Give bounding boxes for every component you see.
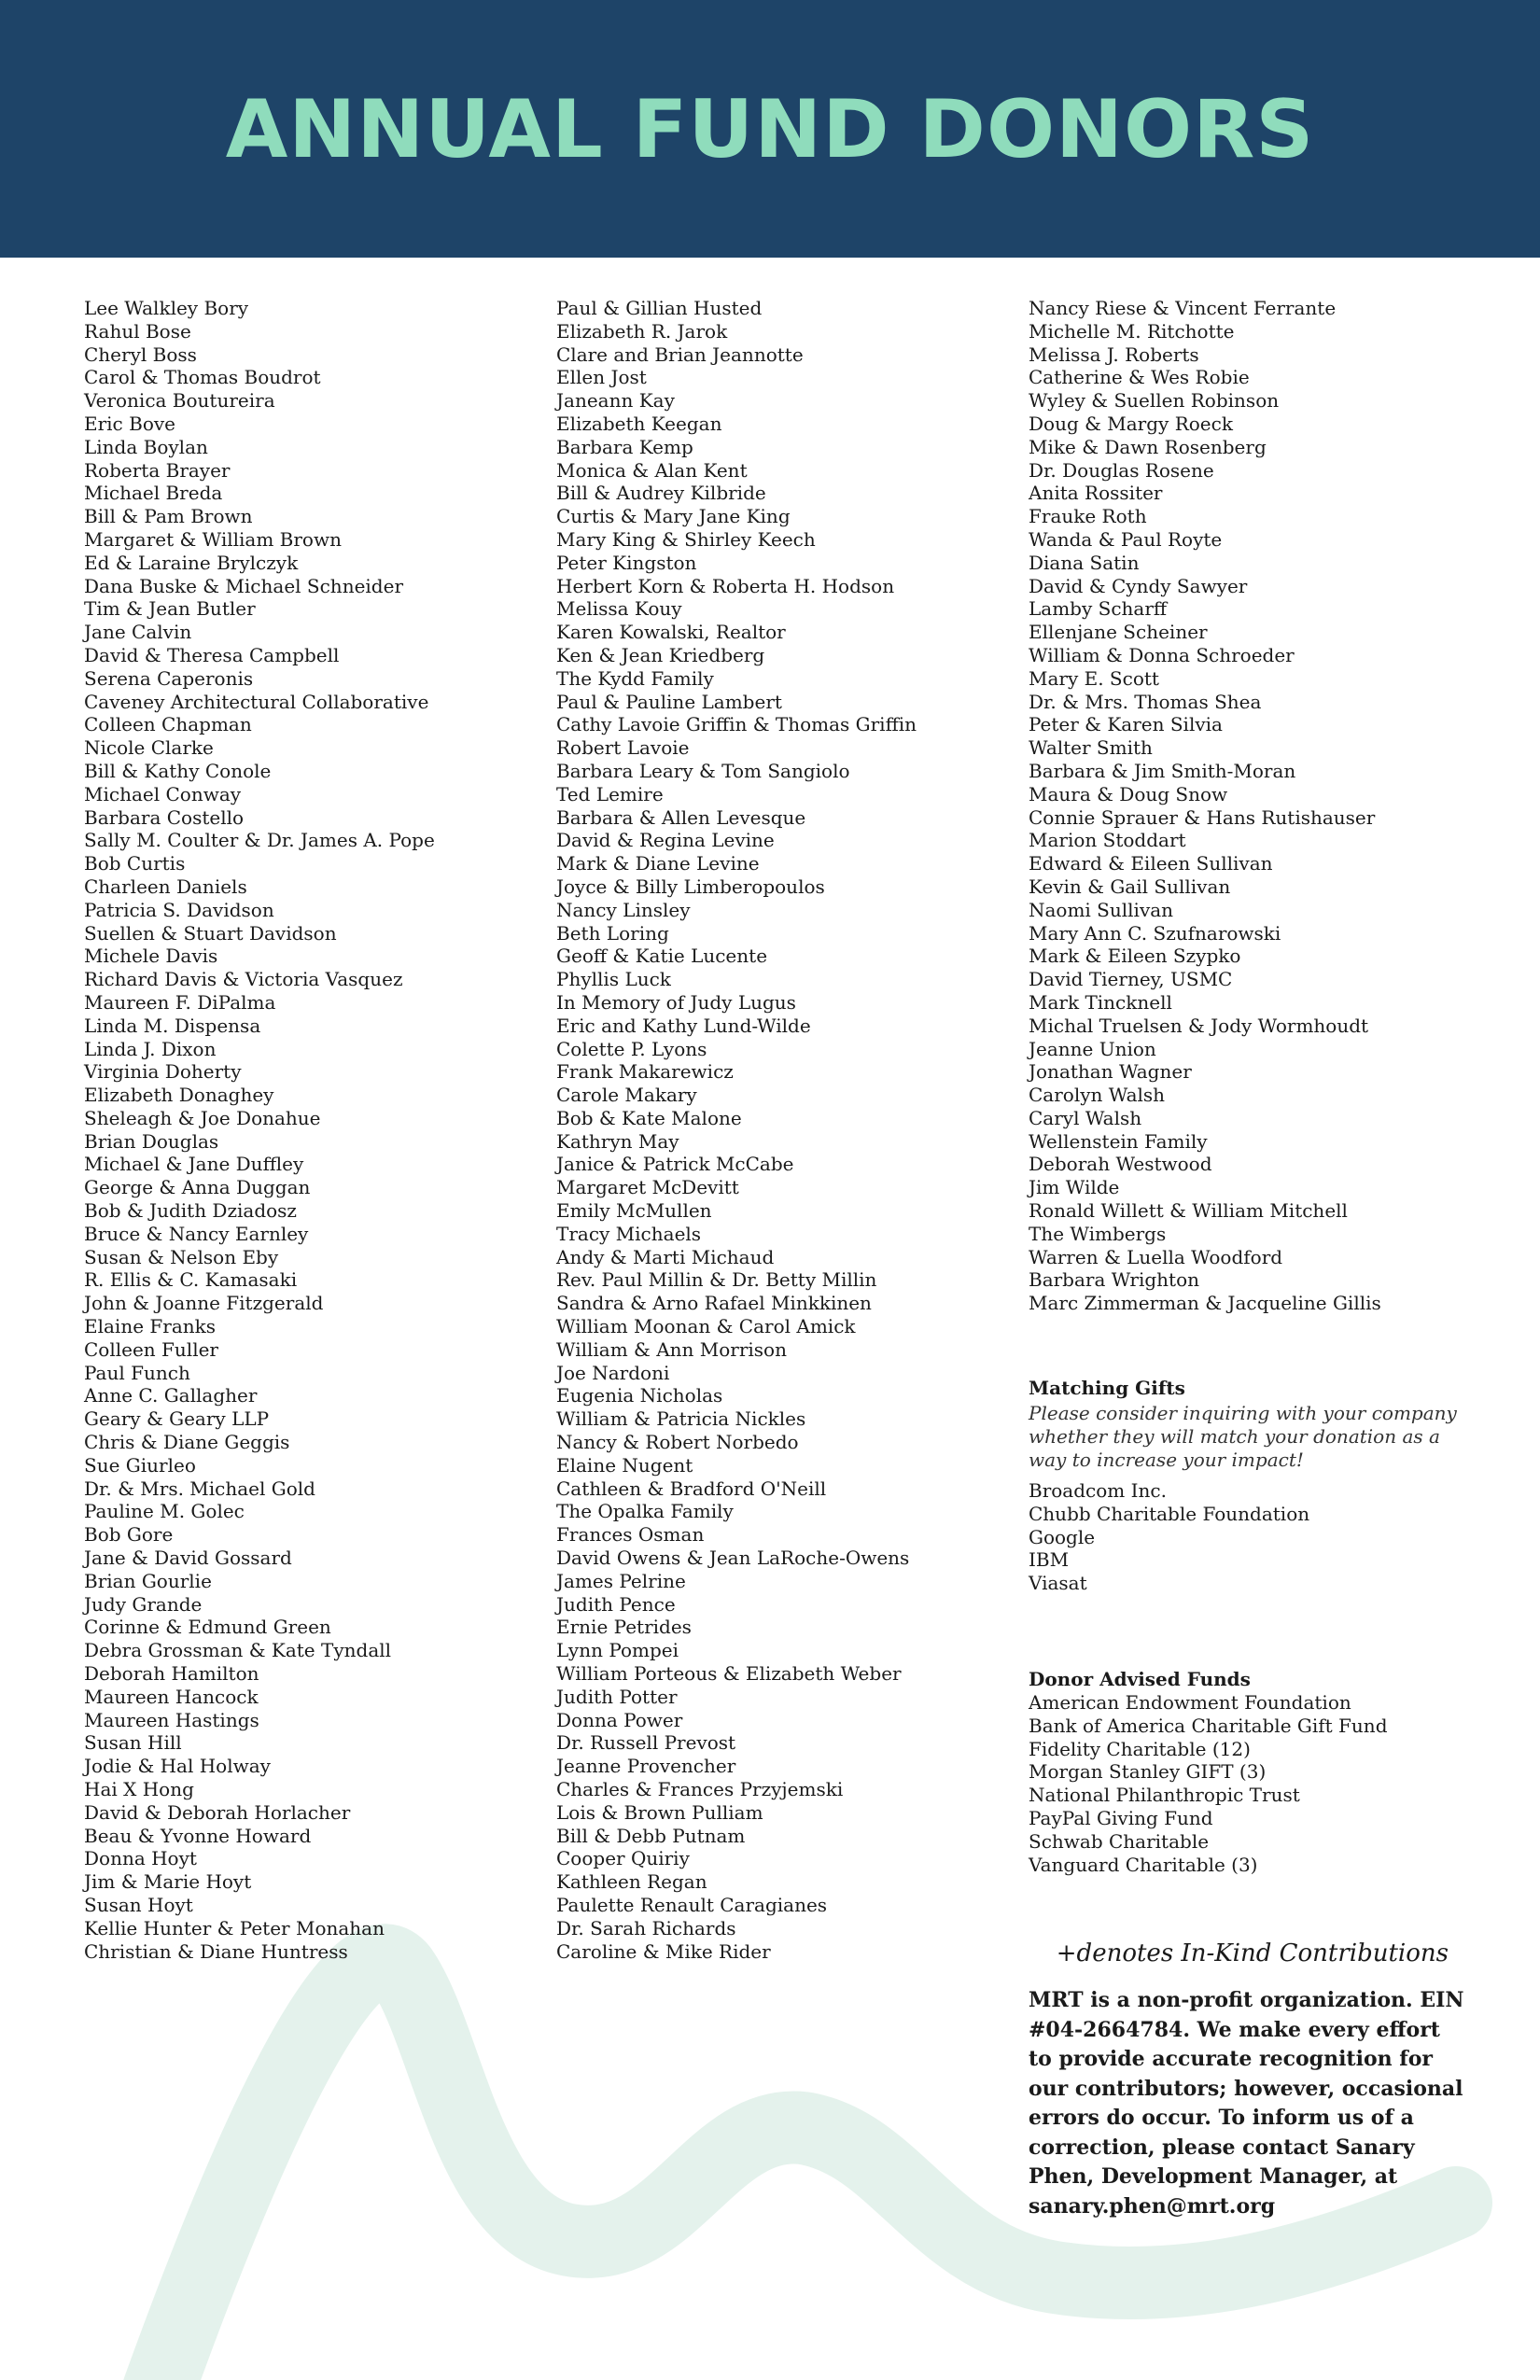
donor-name: Colette P. Lyons	[556, 1037, 707, 1060]
donor-name: Sheleagh & Joe Donahue	[84, 1106, 321, 1129]
donor-name: Nancy Riese & Vincent Ferrante	[1029, 297, 1337, 319]
company-name: Chubb Charitable Foundation	[1029, 1502, 1310, 1525]
donor-name: Margaret McDevitt	[556, 1176, 739, 1199]
donor-name: Sue Giurleo	[84, 1453, 196, 1477]
disclaimer-text: MRT is a non-profit organization. EIN #04-2664784. We make every effort to provide accurate recognition for our contributors; however, occasional errors do occur. To inform us of a correction, please contact Sanary Phen, Development Manager, at sanary.phen@mrt.org	[1029, 1988, 1464, 2219]
fund-name: Vanguard Charitable (3)	[1029, 1853, 1258, 1876]
donor-name: Cooper Quiriy	[556, 1847, 690, 1870]
donor-name: Elaine Nugent	[556, 1453, 693, 1477]
donor-name: Geoff & Katie Lucente	[556, 945, 768, 968]
donor-name: Diana Satin	[1029, 551, 1140, 574]
donor-advised-funds-section	[1029, 1667, 1467, 1876]
donor-name: Kathleen Regan	[556, 1870, 707, 1894]
donor-name: Mary Ann C. Szufnarowski	[1029, 921, 1281, 945]
donor-name: Kathryn May	[556, 1129, 679, 1153]
donor-name: George & Anna Duggan	[84, 1176, 311, 1199]
donor-name: William Porteous & Elizabeth Weber	[556, 1662, 902, 1686]
donor-name: Jim Wilde	[1029, 1176, 1120, 1199]
donor-name: Robert Lavoie	[556, 736, 690, 760]
donor-name: Veronica Boutureira	[84, 389, 275, 413]
donor-name: Melissa J. Roberts	[1029, 343, 1199, 366]
donor-name: Carole Makary	[556, 1084, 697, 1107]
donor-name: Clare and Brian Jeannotte	[556, 343, 804, 366]
donor-name: Nancy Linsley	[556, 898, 691, 921]
donor-name: James Pelrine	[556, 1569, 686, 1592]
donor-name: Bill & Kathy Conole	[84, 759, 272, 782]
matching-gifts-heading: Matching Gifts	[1029, 1377, 1185, 1399]
donor-name: Colleen Chapman	[84, 713, 252, 736]
donor-name: Mark Tincknell	[1029, 990, 1172, 1014]
donor-name: Linda J. Dixon	[84, 1037, 217, 1060]
donor-name: Judith Pence	[556, 1592, 676, 1616]
donor-name: Patricia S. Davidson	[84, 898, 274, 921]
donor-name: Colleen Fuller	[84, 1337, 218, 1361]
donor-name: Donna Hoyt	[84, 1847, 197, 1870]
donor-name: Debra Grossman & Kate Tyndall	[84, 1639, 392, 1662]
donor-name: Beth Loring	[556, 921, 669, 945]
inkind-note: +denotes In-Kind Contributions	[1056, 1939, 1449, 1967]
donor-name: Rahul Bose	[84, 319, 191, 343]
donor-name: Bill & Audrey Kilbride	[556, 482, 766, 505]
donor-name: The Opalka Family	[556, 1500, 734, 1523]
donor-name: Caryl Walsh	[1029, 1106, 1142, 1129]
donor-name: Richard Davis & Victoria Vasquez	[84, 968, 403, 991]
donor-name: Joyce & Billy Limberopoulos	[556, 875, 825, 898]
donor-name: Chris & Diane Geggis	[84, 1431, 290, 1454]
donor-name: Bob & Kate Malone	[556, 1106, 742, 1129]
page-title: ANNUAL FUND DONORS	[225, 83, 1315, 176]
fund-name: American Endowment Foundation	[1029, 1691, 1351, 1714]
donor-name: Donna Power	[556, 1708, 683, 1731]
donor-name: Marion Stoddart	[1029, 829, 1186, 852]
fund-name: Fidelity Charitable (12)	[1029, 1737, 1251, 1760]
donor-name: Ernie Petrides	[556, 1616, 692, 1639]
donor-name: Michal Truelsen & Jody Wormhoudt	[1029, 1014, 1369, 1037]
donor-name: William & Ann Morrison	[556, 1337, 787, 1361]
donor-name: In Memory of Judy Lugus	[556, 990, 796, 1014]
donor-name: Bob Gore	[84, 1523, 174, 1547]
donor-name: Deborah Hamilton	[84, 1662, 259, 1686]
donor-name: Wyley & Suellen Robinson	[1029, 389, 1280, 413]
donor-name: Brian Douglas	[84, 1129, 219, 1153]
donor-name: Beau & Yvonne Howard	[84, 1824, 312, 1847]
donor-name: Herbert Korn & Roberta H. Hodson	[556, 574, 895, 597]
donor-name: Brian Gourlie	[84, 1569, 212, 1592]
donor-name: Sandra & Arno Rafael Minkkinen	[556, 1292, 872, 1315]
donor-name: Charles & Frances Przyjemski	[556, 1778, 844, 1800]
donor-name: Elizabeth Keegan	[556, 412, 722, 435]
donor-name: Peter Kingston	[556, 551, 697, 574]
donor-name: Pauline M. Golec	[84, 1500, 245, 1523]
donor-name: Paul & Pauline Lambert	[556, 690, 782, 713]
matching-gifts-list	[1029, 1479, 1467, 1595]
donor-name: Cheryl Boss	[84, 343, 197, 366]
donor-name: Barbara Kemp	[556, 435, 693, 458]
donor-name: Jonathan Wagner	[1029, 1060, 1192, 1084]
donor-name: Sally M. Coulter & Dr. James A. Pope	[84, 829, 435, 852]
donor-name: Warren & Luella Woodford	[1029, 1245, 1283, 1268]
donor-name: Lee Walkley Bory	[84, 297, 249, 319]
donor-name: Maureen Hastings	[84, 1708, 259, 1731]
donor-name: David & Deborah Horlacher	[84, 1800, 351, 1824]
donor-name: Maureen F. DiPalma	[84, 990, 276, 1014]
donor-name: William & Donna Schroeder	[1029, 643, 1295, 666]
donor-name: Anita Rossiter	[1029, 482, 1163, 505]
company-name: Google	[1029, 1525, 1096, 1548]
donor-name: Carolyn Walsh	[1029, 1084, 1166, 1107]
donor-name: Virginia Doherty	[84, 1060, 242, 1084]
donor-column-3	[1029, 297, 1514, 1315]
donor-name: Michael Conway	[84, 782, 242, 805]
donor-name: Elizabeth R. Jarok	[556, 319, 728, 343]
donor-name: Hai X Hong	[84, 1778, 194, 1800]
donor-name: Judith Potter	[556, 1685, 678, 1708]
donor-name: Linda M. Dispensa	[84, 1014, 261, 1037]
donor-name: Jane Calvin	[84, 621, 192, 644]
donor-name: Susan & Nelson Eby	[84, 1245, 279, 1268]
donor-name: Walter Smith	[1029, 736, 1153, 760]
donor-name: Cathy Lavoie Griffin & Thomas Griffin	[556, 713, 917, 736]
donor-name: Susan Hill	[84, 1731, 182, 1755]
donor-name: Michelle M. Ritchotte	[1029, 319, 1235, 343]
donor-name: Frauke Roth	[1029, 505, 1147, 528]
donor-name: Carol & Thomas Boudrot	[84, 366, 321, 389]
donor-name: Elizabeth Donaghey	[84, 1084, 274, 1107]
donor-name: Roberta Brayer	[84, 458, 231, 482]
donor-name: Janice & Patrick McCabe	[556, 1153, 794, 1176]
donor-advised-funds-heading: Donor Advised Funds	[1029, 1668, 1251, 1690]
donor-name: Paulette Renault Caragianes	[556, 1893, 828, 1916]
donor-name: Doug & Margy Roeck	[1029, 412, 1233, 435]
donor-name: Rev. Paul Millin & Dr. Betty Millin	[556, 1268, 877, 1292]
donor-name: Karen Kowalski, Realtor	[556, 621, 786, 644]
donor-name: Elaine Franks	[84, 1315, 217, 1338]
company-name: IBM	[1029, 1548, 1070, 1572]
donor-name: Bob & Judith Dziadosz	[84, 1199, 297, 1223]
donor-name: Bill & Debb Putnam	[556, 1824, 746, 1847]
donor-name: Frances Osman	[556, 1523, 705, 1547]
donor-name: Jodie & Hal Holway	[84, 1755, 271, 1778]
donor-name: Dr. & Mrs. Thomas Shea	[1029, 690, 1262, 713]
donor-column-2	[556, 297, 1023, 1963]
donor-name: Catherine & Wes Robie	[1029, 366, 1250, 389]
donor-name: Barbara & Allen Levesque	[556, 805, 806, 829]
donor-name: Jim & Marie Hoyt	[84, 1870, 252, 1894]
donor-name: Corinne & Edmund Green	[84, 1616, 331, 1639]
donor-name: R. Ellis & C. Kamasaki	[84, 1268, 298, 1292]
donor-name: Eugenia Nicholas	[556, 1384, 723, 1407]
donor-name: Paul Funch	[84, 1361, 190, 1384]
donor-name: Kevin & Gail Sullivan	[1029, 875, 1231, 898]
donor-name: Jane & David Gossard	[84, 1547, 292, 1570]
donor-name: Emily McMullen	[556, 1199, 712, 1223]
fund-name: Morgan Stanley GIFT (3)	[1029, 1760, 1267, 1784]
donor-name: Jeanne Union	[1029, 1037, 1156, 1060]
fund-name: PayPal Giving Fund	[1029, 1806, 1213, 1829]
donor-name: David & Cyndy Sawyer	[1029, 574, 1248, 597]
fund-name: Bank of America Charitable Gift Fund	[1029, 1714, 1388, 1737]
donor-name: Maureen Hancock	[84, 1685, 259, 1708]
donor-name: Eric and Kathy Lund-Wilde	[556, 1014, 811, 1037]
donor-name: The Wimbergs	[1029, 1222, 1167, 1245]
donor-name: Kellie Hunter & Peter Monahan	[84, 1916, 385, 1939]
donor-name: Ted Lemire	[556, 782, 664, 805]
header-banner	[0, 0, 1540, 258]
donor-name: Jeanne Provencher	[556, 1755, 736, 1778]
donor-name: Nancy & Robert Norbedo	[556, 1431, 799, 1454]
donor-name: Barbara Leary & Tom Sangiolo	[556, 759, 850, 782]
donor-name: Linda Boylan	[84, 435, 208, 458]
donor-name: Caveney Architectural Collaborative	[84, 690, 429, 713]
donor-name: Christian & Diane Huntress	[84, 1939, 348, 1963]
donor-name: Nicole Clarke	[84, 736, 214, 760]
donor-name: Charleen Daniels	[84, 875, 247, 898]
donor-name: Bill & Pam Brown	[84, 505, 253, 528]
donor-name: Mary King & Shirley Keech	[556, 527, 816, 551]
donor-name: Barbara Costello	[84, 805, 245, 829]
donor-name: Phyllis Luck	[556, 968, 671, 991]
donor-name: Barbara Wrighton	[1029, 1268, 1200, 1292]
donor-name: Suellen & Stuart Davidson	[84, 921, 337, 945]
donor-name: Ken & Jean Kriedberg	[556, 643, 765, 666]
donor-name: Peter & Karen Silvia	[1029, 713, 1223, 736]
donor-name: Ronald Willett & William Mitchell	[1029, 1199, 1348, 1223]
donor-name: Dana Buske & Michael Schneider	[84, 574, 404, 597]
donor-name: Lois & Brown Pulliam	[556, 1800, 763, 1824]
donor-name: Caroline & Mike Rider	[556, 1939, 771, 1963]
donor-name: Curtis & Mary Jane King	[556, 505, 791, 528]
donor-name: Barbara & Jim Smith-Moran	[1029, 759, 1296, 782]
fund-name: Schwab Charitable	[1029, 1829, 1210, 1853]
company-name: Broadcom Inc.	[1029, 1479, 1167, 1502]
donor-name: Wellenstein Family	[1029, 1129, 1208, 1153]
donor-name: William Moonan & Carol Amick	[556, 1315, 856, 1338]
donor-name: Anne C. Gallagher	[84, 1384, 258, 1407]
donor-name: Lamby Scharff	[1029, 597, 1168, 621]
donor-name: John & Joanne Fitzgerald	[84, 1292, 324, 1315]
donor-name: Dr. Sarah Richards	[556, 1916, 736, 1939]
donor-name: Geary & Geary LLP	[84, 1407, 270, 1431]
donor-name: Bruce & Nancy Earnley	[84, 1222, 309, 1245]
donor-name: Cathleen & Bradford O'Neill	[556, 1477, 827, 1500]
matching-gifts-section	[1029, 1376, 1467, 1595]
donor-name: Wanda & Paul Royte	[1029, 527, 1223, 551]
donor-name: Michael Breda	[84, 482, 223, 505]
donor-name: Mary E. Scott	[1029, 666, 1159, 690]
donor-name: Mike & Dawn Rosenberg	[1029, 435, 1267, 458]
donor-name: Tracy Michaels	[556, 1222, 702, 1245]
donor-name: Michele Davis	[84, 945, 218, 968]
fund-name: National Philanthropic Trust	[1029, 1784, 1300, 1807]
donor-name: Joe Nardoni	[556, 1361, 670, 1384]
matching-gifts-note: Please consider inquiring with your company whether they will match your donation as a way to increase your impact!	[1029, 1402, 1457, 1471]
donor-name: Bob Curtis	[84, 852, 186, 875]
company-name: Viasat	[1029, 1572, 1087, 1595]
donor-name: The Kydd Family	[556, 666, 714, 690]
donor-name: Michael & Jane Duffley	[84, 1153, 304, 1176]
donor-name: Andy & Marti Michaud	[556, 1245, 775, 1268]
donor-advised-funds-list	[1029, 1691, 1467, 1876]
donor-name: David & Regina Levine	[556, 829, 775, 852]
donor-name: Dr. Russell Prevost	[556, 1731, 736, 1755]
donor-name: Melissa Kouy	[556, 597, 682, 621]
donor-name: Serena Caperonis	[84, 666, 254, 690]
donor-name: Connie Sprauer & Hans Rutishauser	[1029, 805, 1376, 829]
donor-name: Dr. Douglas Rosene	[1029, 458, 1214, 482]
donor-name: Mark & Eileen Szypko	[1029, 945, 1241, 968]
donor-name: Margaret & William Brown	[84, 527, 342, 551]
donor-name: Tim & Jean Butler	[84, 597, 256, 621]
donor-name: Susan Hoyt	[84, 1893, 193, 1916]
donor-name: Mark & Diane Levine	[556, 852, 760, 875]
donor-name: David Tierney, USMC	[1029, 968, 1233, 991]
donor-name: David & Theresa Campbell	[84, 643, 340, 666]
donor-name: Eric Bove	[84, 412, 175, 435]
donor-name: Naomi Sullivan	[1029, 898, 1174, 921]
donor-name: Paul & Gillian Husted	[556, 297, 763, 319]
donor-name: Marc Zimmerman & Jacqueline Gillis	[1029, 1292, 1381, 1315]
donor-name: Ed & Laraine Brylczyk	[84, 551, 299, 574]
donor-name: Dr. & Mrs. Michael Gold	[84, 1477, 315, 1500]
donor-name: Monica & Alan Kent	[556, 458, 748, 482]
donor-name: Janeann Kay	[556, 389, 675, 413]
donor-name: Deborah Westwood	[1029, 1153, 1212, 1176]
donor-column-1	[84, 297, 532, 1963]
donor-name: Lynn Pompei	[556, 1639, 679, 1662]
donor-name: Edward & Eileen Sullivan	[1029, 852, 1273, 875]
donor-name: Frank Makarewicz	[556, 1060, 734, 1084]
donor-name: Maura & Doug Snow	[1029, 782, 1228, 805]
donor-name: Ellenjane Scheiner	[1029, 621, 1208, 644]
donor-name: Judy Grande	[84, 1592, 203, 1616]
donor-name: Ellen Jost	[556, 366, 647, 389]
donor-name: William & Patricia Nickles	[556, 1407, 806, 1431]
donor-name: David Owens & Jean LaRoche-Owens	[556, 1547, 910, 1570]
